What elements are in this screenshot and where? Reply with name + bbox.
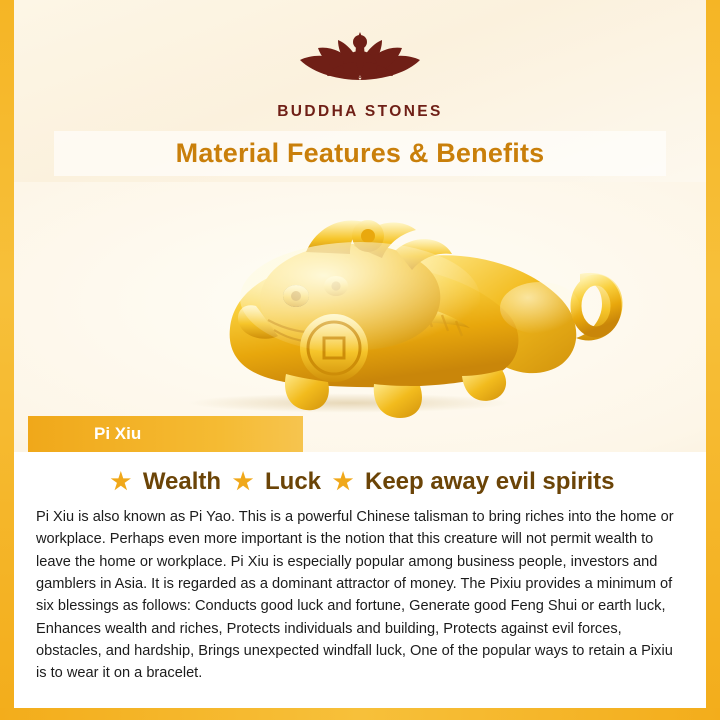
benefits-section [14,452,706,708]
page-title: Material Features & Benefits [175,138,545,168]
title-band [54,131,666,176]
hero-section [14,182,706,452]
product-label-chip [28,416,303,452]
left-border-bar [0,0,14,720]
brand-name: BUDDHA STONES [277,103,443,120]
keyword-wealth: Wealth [142,468,222,495]
benefits-headline [36,468,684,496]
keyword-evil-spirits: Keep away evil spirits [365,468,615,495]
brand-logo-block [14,18,706,121]
lotus-meditation-logo-icon [14,18,706,101]
right-border-bar [706,0,720,720]
star-icon-2: ★ [232,468,254,494]
star-icon-3: ★ [332,468,354,494]
keyword-luck: Luck [265,468,322,495]
bottom-border-bar [0,708,720,720]
gold-pixiu-pendant-image [110,188,630,438]
header-section [14,0,706,182]
product-label: Pi Xiu [94,424,142,443]
benefits-paragraph: Pi Xiu is also known as Pi Yao. This is a powerful Chinese talisman to bring riches into the home or workplace. Perhaps even more important is the notion that this creature will not permit wealth to leave the home or workplace. Pi Xiu is especially popular among business people, investors and gamblers in Asia. It is regarded as a dominant attractor of money. The Pixiu provides a minimum of six blessings as follows: Conducts good luck and fortune, Generate good Feng Shui or earth luck, Enhances wealth and riches, Protects individuals and building, Protects against evil forces, obstacles, and hardship, Brings unexpected windfall luck, One of the popular ways to retain a Pixiu is to wear it on a bracelet. [36,509,674,682]
star-icon-1: ★ [110,468,132,494]
